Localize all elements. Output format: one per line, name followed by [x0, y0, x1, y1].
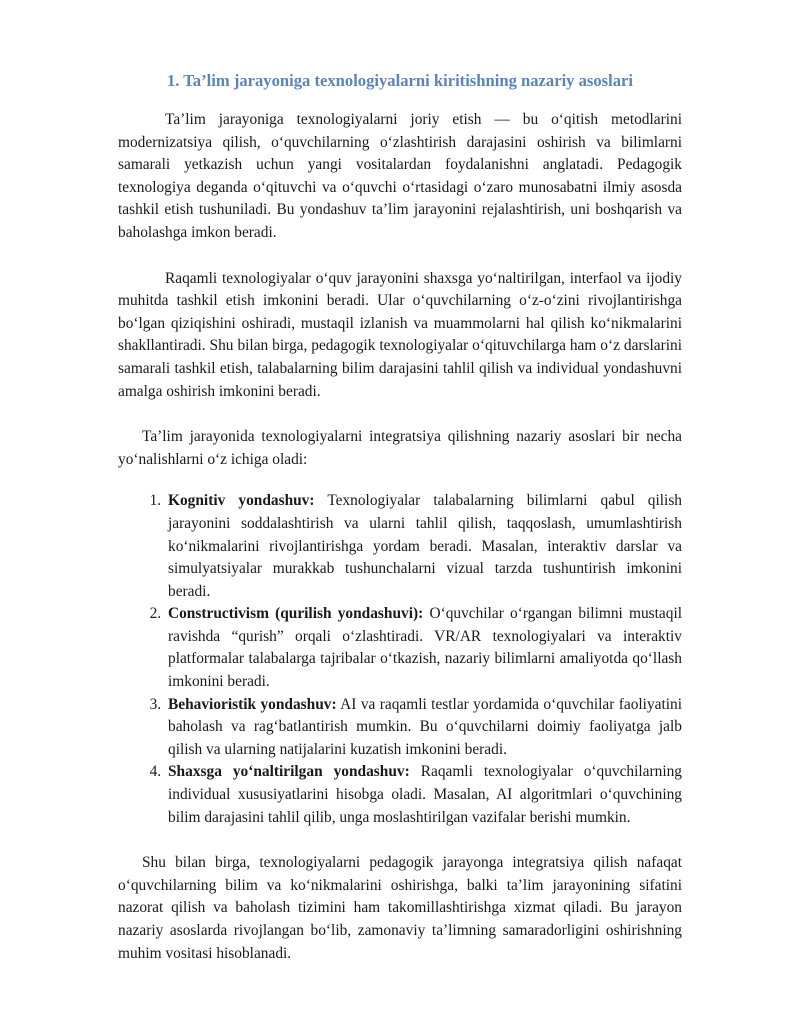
list-item-term: Constructivism (qurilish yondashuvi):: [168, 605, 424, 623]
list-item-text: Raqamli texnologiyalar o‘quvchilarning individual xususiyatlarini hisobga oladi. Masalan, AI algoritmlari o‘quvchining bilim darajasini tahlil qilib, unga moslashtirilgan vazifalar berishi mumkin.: [168, 763, 682, 826]
list-item-text: Texnologiyalar talabalarning bilimlarni qabul qilish jarayonini soddalashtirish va ularni tahlil qilish, taqqoslash, umumlashtirish ko‘nikmalarini rivojlantirishga yordam beradi. Masalan, interaktiv darslar va simulyatsiyalar murakkab tushunchalarni vizual tarzda tushuntirish imkonini beradi.: [168, 492, 683, 600]
approaches-list: [118, 490, 682, 829]
list-item-term: Shaxsga yo‘naltirilgan yondashuv:: [168, 763, 410, 781]
list-item: [165, 490, 682, 603]
list-item: [165, 694, 682, 762]
paragraph-3: Ta’lim jarayonida texnologiyalarni integratsiya qilishning nazariy asoslari bir necha yo‘nalishlarni o‘z ichiga oladi:: [118, 428, 682, 468]
list-item-text: AI va raqamli testlar yordamida o‘quvchilar faoliyatini baholash va rag‘batlantirish mumkin. Bu o‘quvchilarni doimiy faoliyatga jalb qilish va ularning natijalarini kuzatish imkonini beradi.: [168, 695, 682, 758]
paragraph-2: Raqamli texnologiyalar o‘quv jarayonini shaxsga yo‘naltirilgan, interfaol va ijodiy muhitda tashkil etish imkonini beradi. Ular o‘quvchilarning o‘z-o‘zini rivojlantirishga bo‘lgan qiziqishini oshiradi, mustaqil izlanish va muammolarni hal qilish ko‘nikmalarini shakllantiradi. Shu bilan birga, pedagogik texnologiyalar o‘qituvchilarga ham o‘z darslarini samarali tashkil etish, talabalarning bilim darajasini tahlil qilish va individual yondashuvni amalga oshirish imkonini beradi.: [118, 269, 682, 400]
list-item: [165, 761, 682, 829]
list-item-term: Behavioristik yondashuv:: [168, 695, 337, 713]
paragraph-1: Ta’lim jarayoniga texnologiyalarni joriy etish — bu o‘qitish metodlarini modernizatsiya qilish, o‘quvchilarning o‘zlashtirish darajasini oshirish va bilimlarni samarali yetkazish uchun yangi vositalardan foydalanishni anglatadi. Pedagogik texnologiya deganda o‘qituvchi va o‘quvchi o‘rtasidagi o‘zaro munosabatni ilmiy asosda tashkil etish tushuniladi. Bu yondashuv ta’lim jarayonini rejalashtirish, uni boshqarish va baholashga imkon beradi.: [118, 111, 682, 241]
list-item-text: O‘quvchilar o‘rgangan bilimni mustaqil ravishda “qurish” orqali o‘zlashtiradi. VR/AR texnologiyalari va interaktiv platformalar talabalarga tajribalar o‘tkazish, nazariy bilimlarni amaliyotda qo‘llash imkonini beradi.: [168, 605, 682, 691]
section-title: 1. Ta’lim jarayoniga texnologiyalarni kiritishning nazariy asoslari: [166, 71, 634, 90]
list-item-term: Kognitiv yondashuv:: [168, 492, 315, 510]
list-item: [165, 603, 682, 693]
paragraph-4: Shu bilan birga, texnologiyalarni pedagogik jarayonga integratsiya qilish nafaqat o‘quvchilarning bilim va ko‘nikmalarini oshirishga, balki ta’lim jarayonining sifatini nazorat qilish va baholash tizimini ham takomillashtirishga xizmat qiladi. Bu jarayon nazariy asoslarda rivojlangan bo‘lib, zamonaviy ta’limning samaradorligini oshirishning muhim vositasi hisoblanadi.: [118, 854, 682, 962]
